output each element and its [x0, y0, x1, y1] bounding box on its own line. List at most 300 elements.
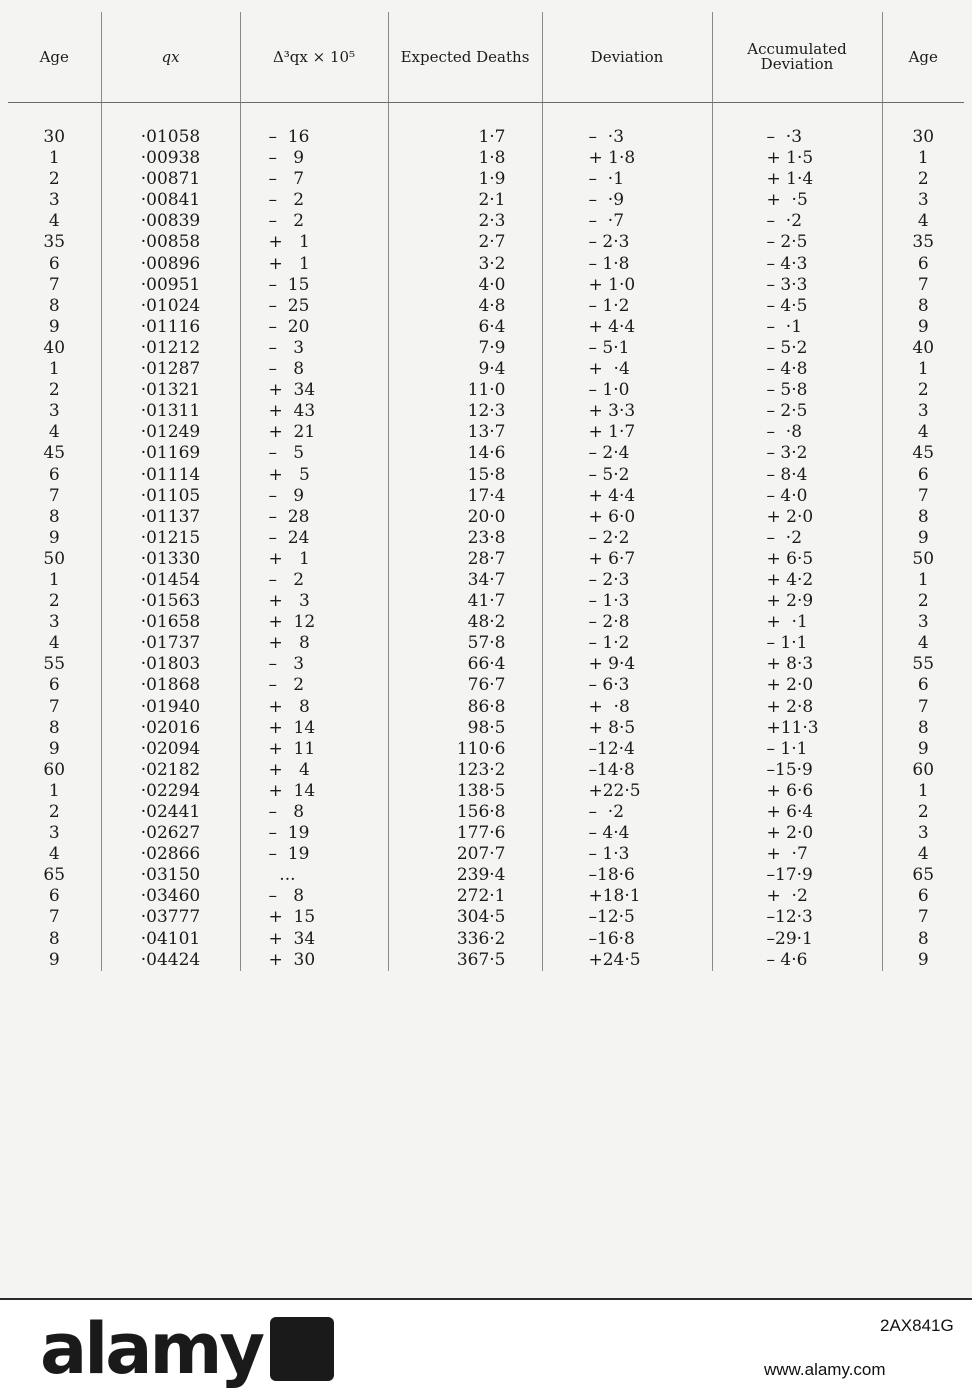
cell-age-right: 9	[882, 950, 964, 971]
cell-expected-deaths: 28·7	[388, 549, 542, 570]
cell-delta3: + 34	[240, 929, 388, 950]
spacer-row	[8, 103, 964, 128]
cell-expected-deaths: 177·6	[388, 823, 542, 844]
cell-expected-deaths: 1·8	[388, 148, 542, 169]
cell-qx: ·01212	[101, 338, 240, 359]
table-row	[8, 802, 964, 823]
cell-expected-deaths: 1·7	[388, 127, 542, 148]
cell-expected-deaths: 304·5	[388, 907, 542, 928]
cell-qx: ·00896	[101, 254, 240, 275]
cell-accumulated-deviation: –17·9	[712, 865, 882, 886]
cell-expected-deaths: 6·4	[388, 317, 542, 338]
cell-accumulated-deviation: – 5·2	[712, 338, 882, 359]
cell-accumulated-deviation: – 5·8	[712, 380, 882, 401]
cell-age-right: 6	[882, 675, 964, 696]
cell-expected-deaths: 98·5	[388, 718, 542, 739]
cell-accumulated-deviation: – ·1	[712, 317, 882, 338]
cell-age: 3	[48, 401, 60, 422]
cell-qx: ·02182	[101, 760, 240, 781]
cell-qx: ·01311	[101, 401, 240, 422]
cell-deviation: + 6·7	[542, 549, 712, 570]
cell-age: 1	[48, 148, 60, 169]
cell-age: 8	[48, 506, 60, 527]
cell-delta3: – 5	[240, 443, 388, 464]
cell-accumulated-deviation: – 2·5	[712, 232, 882, 253]
cell-deviation: – 1·3	[542, 844, 712, 865]
cell-delta3: – 2	[240, 211, 388, 232]
cell-deviation: – 2·4	[542, 443, 712, 464]
cell-deviation: – ·7	[542, 211, 712, 232]
cell-qx: ·04424	[101, 950, 240, 971]
cell-deviation: +22·5	[542, 781, 712, 802]
cell-delta3: + 14	[240, 718, 388, 739]
cell-age: 8	[48, 928, 60, 949]
table-row	[8, 317, 964, 338]
cell-expected-deaths: 4·0	[388, 275, 542, 296]
cell-delta3: – 19	[240, 823, 388, 844]
cell-deviation: + 9·4	[542, 654, 712, 675]
cell-delta3: + 1	[240, 549, 388, 570]
cell-qx: ·01940	[101, 697, 240, 718]
cell-expected-deaths: 207·7	[388, 844, 542, 865]
cell-deviation: – 1·2	[542, 296, 712, 317]
cell-qx: ·02441	[101, 802, 240, 823]
cell-expected-deaths: 2·1	[388, 190, 542, 211]
image-id: 2AX841G	[880, 1316, 954, 1335]
cell-age: 1	[48, 569, 60, 590]
cell-qx: ·01287	[101, 359, 240, 380]
cell-age-right: 40	[882, 338, 964, 359]
cell-accumulated-deviation: + 6·6	[712, 781, 882, 802]
cell-deviation: + 6·0	[542, 507, 712, 528]
cell-deviation: – 1·8	[542, 254, 712, 275]
cell-deviation: –12·5	[542, 907, 712, 928]
cell-delta3: – 15	[240, 275, 388, 296]
cell-deviation: –18·6	[542, 865, 712, 886]
cell-age-right: 1	[882, 359, 964, 380]
cell-age-right: 35	[882, 232, 964, 253]
cell-accumulated-deviation: –12·3	[712, 907, 882, 928]
cell-qx: ·01803	[101, 654, 240, 675]
table-row	[8, 148, 964, 169]
cell-qx: ·01658	[101, 612, 240, 633]
cell-age: 9	[48, 738, 60, 759]
cell-qx: ·01058	[101, 127, 240, 148]
table-body	[8, 103, 964, 971]
cell-deviation: – 6·3	[542, 675, 712, 696]
cell-deviation: – 2·8	[542, 612, 712, 633]
cell-deviation: – 2·3	[542, 232, 712, 253]
cell-delta3: – 3	[240, 338, 388, 359]
cell-qx: ·01737	[101, 633, 240, 654]
cell-age-right: 3	[882, 190, 964, 211]
cell-qx: ·01868	[101, 675, 240, 696]
cell-age: 6	[48, 464, 60, 485]
cell-qx: ·00858	[101, 232, 240, 253]
cell-expected-deaths: 57·8	[388, 633, 542, 654]
cell-delta3: – 9	[240, 486, 388, 507]
cell-qx: ·01215	[101, 528, 240, 549]
cell-qx: ·01024	[101, 296, 240, 317]
cell-deviation: + 4·4	[542, 317, 712, 338]
cell-expected-deaths: 138·5	[388, 781, 542, 802]
cell-age: 4	[48, 844, 60, 865]
cell-delta3: – 7	[240, 169, 388, 190]
cell-qx: ·02866	[101, 844, 240, 865]
cell-deviation: + 1·8	[542, 148, 712, 169]
cell-qx: ·01169	[101, 443, 240, 464]
cell-delta3: – 2	[240, 190, 388, 211]
cell-age-right: 4	[882, 422, 964, 443]
cell-age-right: 3	[882, 823, 964, 844]
table-row	[8, 127, 964, 148]
cell-accumulated-deviation: + ·5	[712, 190, 882, 211]
cell-age: 55	[43, 654, 66, 675]
table-row	[8, 338, 964, 359]
cell-deviation: + ·4	[542, 359, 712, 380]
cell-accumulated-deviation: + 2·9	[712, 591, 882, 612]
table-row	[8, 781, 964, 802]
source-url: www.alamy.com	[764, 1360, 886, 1379]
mortality-table	[8, 12, 964, 971]
cell-delta3: + 30	[240, 950, 388, 971]
table-row	[8, 549, 964, 570]
table-row	[8, 675, 964, 696]
cell-expected-deaths: 110·6	[388, 739, 542, 760]
table-row	[8, 486, 964, 507]
cell-age: 2	[48, 380, 60, 401]
cell-deviation: – 1·3	[542, 591, 712, 612]
cell-accumulated-deviation: – 8·4	[712, 465, 882, 486]
cell-expected-deaths: 336·2	[388, 929, 542, 950]
cell-expected-deaths: 76·7	[388, 675, 542, 696]
cell-age-right: 65	[882, 865, 964, 886]
cell-qx: ·00871	[101, 169, 240, 190]
cell-deviation: –12·4	[542, 739, 712, 760]
cell-age-right: 4	[882, 633, 964, 654]
cell-expected-deaths: 34·7	[388, 570, 542, 591]
cell-age: 9	[48, 949, 60, 970]
cell-delta3: + 15	[240, 907, 388, 928]
cell-deviation: – ·1	[542, 169, 712, 190]
cell-delta3: + 11	[240, 739, 388, 760]
cell-age-right: 6	[882, 886, 964, 907]
cell-expected-deaths: 86·8	[388, 697, 542, 718]
cell-delta3: + 43	[240, 401, 388, 422]
table-row	[8, 654, 964, 675]
cell-age-right: 6	[882, 465, 964, 486]
cell-qx: ·03150	[101, 865, 240, 886]
cell-qx: ·01563	[101, 591, 240, 612]
cell-age-right: 2	[882, 169, 964, 190]
table-row	[8, 465, 964, 486]
cell-age: 4	[48, 633, 60, 654]
table-row	[8, 929, 964, 950]
cell-delta3: – 2	[240, 675, 388, 696]
table-row	[8, 359, 964, 380]
cell-delta3: + 14	[240, 781, 388, 802]
table-row	[8, 633, 964, 654]
table-row	[8, 211, 964, 232]
cell-delta3: + 12	[240, 612, 388, 633]
cell-delta3: + 8	[240, 697, 388, 718]
cell-age-right: 4	[882, 211, 964, 232]
table-row	[8, 823, 964, 844]
cell-age: 3	[48, 190, 60, 211]
cell-age-right: 7	[882, 486, 964, 507]
cell-qx: ·01116	[101, 317, 240, 338]
cell-age-right: 1	[882, 148, 964, 169]
cell-age: 60	[43, 759, 66, 780]
cell-deviation: + 8·5	[542, 718, 712, 739]
cell-expected-deaths: 4·8	[388, 296, 542, 317]
cell-accumulated-deviation: –15·9	[712, 760, 882, 781]
cell-qx: ·00839	[101, 211, 240, 232]
table-row	[8, 907, 964, 928]
header-expected-deaths: Expected Deaths	[388, 12, 542, 103]
cell-accumulated-deviation: – 4·8	[712, 359, 882, 380]
cell-expected-deaths: 9·4	[388, 359, 542, 380]
table-row	[8, 169, 964, 190]
header-deviation: Deviation	[542, 12, 712, 103]
cell-accumulated-deviation: – ·3	[712, 127, 882, 148]
cell-accumulated-deviation: – 4·3	[712, 254, 882, 275]
cell-qx: ·00841	[101, 190, 240, 211]
cell-deviation: + 3·3	[542, 401, 712, 422]
table-row	[8, 528, 964, 549]
cell-expected-deaths: 239·4	[388, 865, 542, 886]
cell-age: 9	[48, 316, 60, 337]
cell-age-right: 8	[882, 718, 964, 739]
table-row	[8, 190, 964, 211]
table-row	[8, 865, 964, 886]
cell-deviation: – 5·1	[542, 338, 712, 359]
header-delta3: Δ³qx × 10⁵	[240, 12, 388, 103]
cell-deviation: + 1·0	[542, 275, 712, 296]
header-qx: qx	[101, 12, 240, 103]
header-age-right: Age	[882, 12, 964, 103]
cell-deviation: + 4·4	[542, 486, 712, 507]
cell-delta3: – 8	[240, 359, 388, 380]
cell-delta3: – 20	[240, 317, 388, 338]
cell-delta3: + 8	[240, 633, 388, 654]
cell-delta3: + 21	[240, 422, 388, 443]
cell-qx: ·00938	[101, 148, 240, 169]
cell-delta3: – 8	[240, 802, 388, 823]
table-row	[8, 275, 964, 296]
cell-qx: ·03460	[101, 886, 240, 907]
cell-accumulated-deviation: + 8·3	[712, 654, 882, 675]
cell-qx: ·01321	[101, 380, 240, 401]
cell-delta3: – 25	[240, 296, 388, 317]
cell-accumulated-deviation: +11·3	[712, 718, 882, 739]
cell-delta3: – 16	[240, 127, 388, 148]
cell-deviation: – 1·2	[542, 633, 712, 654]
cell-age: 50	[43, 548, 66, 569]
cell-age-right: 7	[882, 275, 964, 296]
cell-deviation: – 2·2	[542, 528, 712, 549]
cell-delta3: – 24	[240, 528, 388, 549]
cell-accumulated-deviation: – ·8	[712, 422, 882, 443]
cell-deviation: – ·9	[542, 190, 712, 211]
cell-qx: ·00951	[101, 275, 240, 296]
cell-delta3: + 34	[240, 380, 388, 401]
cell-age-right: 9	[882, 317, 964, 338]
cell-deviation: – 5·2	[542, 465, 712, 486]
cell-age-right: 30	[882, 127, 964, 148]
cell-expected-deaths: 12·3	[388, 401, 542, 422]
cell-expected-deaths: 367·5	[388, 950, 542, 971]
cell-age: 2	[48, 591, 60, 612]
cell-age-right: 6	[882, 254, 964, 275]
cell-expected-deaths: 14·6	[388, 443, 542, 464]
table-row	[8, 844, 964, 865]
cell-deviation: +18·1	[542, 886, 712, 907]
cell-expected-deaths: 15·8	[388, 465, 542, 486]
table-row	[8, 232, 964, 253]
cell-age-right: 1	[882, 781, 964, 802]
cell-qx: ·02294	[101, 781, 240, 802]
cell-expected-deaths: 23·8	[388, 528, 542, 549]
cell-age-right: 2	[882, 802, 964, 823]
cell-accumulated-deviation: – 3·3	[712, 275, 882, 296]
cell-expected-deaths: 13·7	[388, 422, 542, 443]
header-age: Age	[8, 12, 101, 103]
table-row	[8, 254, 964, 275]
cell-qx: ·04101	[101, 929, 240, 950]
cell-age: 6	[48, 886, 60, 907]
table-row	[8, 296, 964, 317]
cell-age: 9	[48, 527, 60, 548]
cell-age: 65	[43, 865, 66, 886]
cell-age-right: 8	[882, 929, 964, 950]
cell-expected-deaths: 2·3	[388, 211, 542, 232]
cell-deviation: –14·8	[542, 760, 712, 781]
header-accumulated-deviation: Accumulated Deviation	[712, 12, 882, 103]
watermark-logo: alamy	[40, 1308, 334, 1390]
cell-expected-deaths: 2·7	[388, 232, 542, 253]
cell-accumulated-deviation: + ·1	[712, 612, 882, 633]
cell-accumulated-deviation: + 2·8	[712, 697, 882, 718]
cell-expected-deaths: 48·2	[388, 612, 542, 633]
cell-age: 6	[48, 253, 60, 274]
cell-expected-deaths: 20·0	[388, 507, 542, 528]
table-row	[8, 380, 964, 401]
cell-age: 8	[48, 717, 60, 738]
cell-deviation: –16·8	[542, 929, 712, 950]
cell-accumulated-deviation: + 2·0	[712, 507, 882, 528]
cell-qx: ·01114	[101, 465, 240, 486]
cell-accumulated-deviation: + 1·5	[712, 148, 882, 169]
cell-expected-deaths: 156·8	[388, 802, 542, 823]
cell-qx: ·02094	[101, 739, 240, 760]
cell-accumulated-deviation: – ·2	[712, 211, 882, 232]
cell-qx: ·01105	[101, 486, 240, 507]
cell-age-right: 50	[882, 549, 964, 570]
cell-deviation: + ·8	[542, 697, 712, 718]
cell-accumulated-deviation: – 3·2	[712, 443, 882, 464]
cell-accumulated-deviation: – 4·5	[712, 296, 882, 317]
table-row	[8, 443, 964, 464]
cell-qx: ·01330	[101, 549, 240, 570]
cell-deviation: + 1·7	[542, 422, 712, 443]
cell-delta3: + 5	[240, 465, 388, 486]
cell-deviation: – ·2	[542, 802, 712, 823]
cell-accumulated-deviation: + 2·0	[712, 823, 882, 844]
table-row	[8, 697, 964, 718]
table-row	[8, 950, 964, 971]
cell-age: 40	[43, 337, 66, 358]
cell-expected-deaths: 41·7	[388, 591, 542, 612]
cell-age: 2	[48, 802, 60, 822]
cell-expected-deaths: 272·1	[388, 886, 542, 907]
watermark-strip	[0, 1300, 972, 1390]
cell-deviation: +24·5	[542, 950, 712, 971]
cell-age: 7	[48, 485, 60, 506]
cell-accumulated-deviation: – 1·1	[712, 633, 882, 654]
cell-age-right: 7	[882, 697, 964, 718]
cell-accumulated-deviation: + 6·5	[712, 549, 882, 570]
cell-deviation: – ·3	[542, 127, 712, 148]
cell-delta3: – 3	[240, 654, 388, 675]
table-row	[8, 886, 964, 907]
cell-accumulated-deviation: – 2·5	[712, 401, 882, 422]
cell-age-right: 7	[882, 907, 964, 928]
table-row	[8, 760, 964, 781]
cell-delta3: + 3	[240, 591, 388, 612]
cell-age-right: 2	[882, 380, 964, 401]
cell-age: 8	[48, 295, 60, 316]
cell-age-right: 4	[882, 844, 964, 865]
cell-expected-deaths: 11·0	[388, 380, 542, 401]
cell-age: 7	[48, 907, 60, 928]
cell-age-right: 9	[882, 528, 964, 549]
cell-accumulated-deviation: + ·2	[712, 886, 882, 907]
cell-age: 30	[43, 127, 66, 147]
cell-age-right: 9	[882, 739, 964, 760]
table-row	[8, 507, 964, 528]
cell-delta3: – 19	[240, 844, 388, 865]
table-row	[8, 401, 964, 422]
cell-age-right: 60	[882, 760, 964, 781]
cell-age: 1	[48, 780, 60, 801]
cell-delta3: – 28	[240, 507, 388, 528]
cell-expected-deaths: 7·9	[388, 338, 542, 359]
cell-accumulated-deviation: + ·7	[712, 844, 882, 865]
cell-deviation: – 2·3	[542, 570, 712, 591]
cell-age-right: 8	[882, 507, 964, 528]
cell-age-right: 55	[882, 654, 964, 675]
cell-expected-deaths: 3·2	[388, 254, 542, 275]
cell-age: 35	[43, 232, 66, 253]
cell-accumulated-deviation: – 4·6	[712, 950, 882, 971]
cell-accumulated-deviation: + 2·0	[712, 675, 882, 696]
cell-age: 7	[48, 274, 60, 295]
cell-delta3: + 4	[240, 760, 388, 781]
cell-age-right: 3	[882, 612, 964, 633]
cell-qx: ·01137	[101, 507, 240, 528]
logo-mark-icon	[270, 1317, 334, 1381]
table-row	[8, 570, 964, 591]
cell-qx: ·02627	[101, 823, 240, 844]
cell-accumulated-deviation: + 6·4	[712, 802, 882, 823]
cell-qx: ·01454	[101, 570, 240, 591]
cell-delta3: – 8	[240, 886, 388, 907]
table-row	[8, 422, 964, 443]
table-row	[8, 591, 964, 612]
cell-age-right: 1	[882, 570, 964, 591]
cell-expected-deaths: 66·4	[388, 654, 542, 675]
